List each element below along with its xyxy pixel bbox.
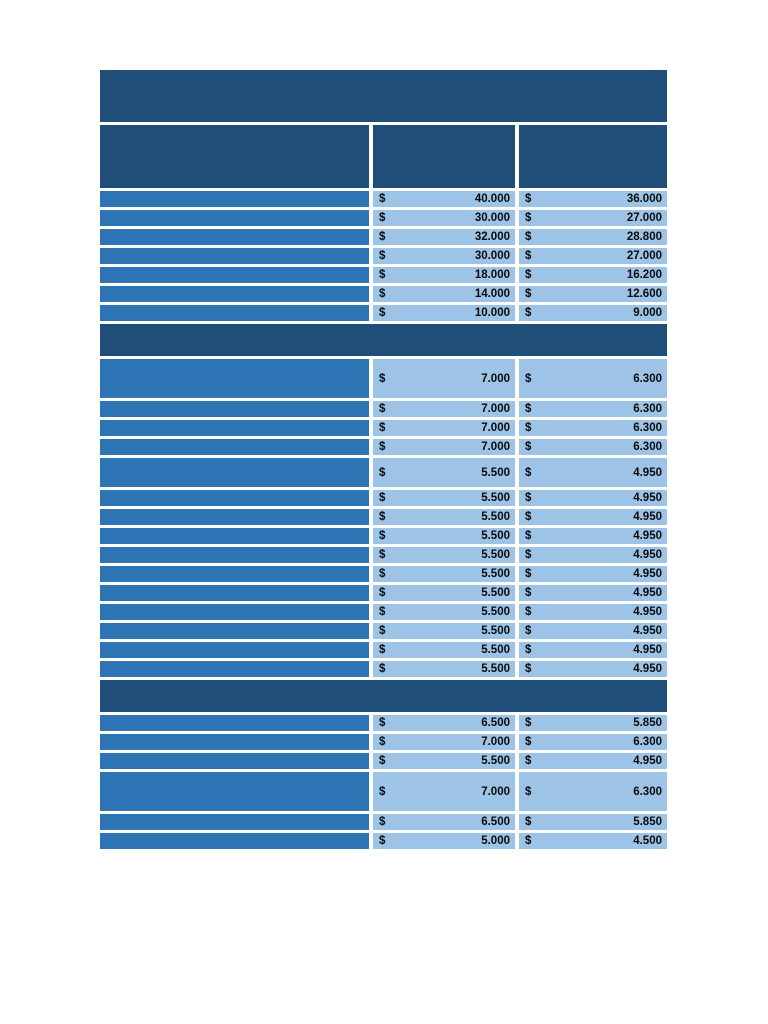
currency-symbol: $ bbox=[379, 587, 386, 599]
currency-symbol: $ bbox=[379, 212, 386, 224]
price-cell-a bbox=[373, 267, 515, 283]
table-row bbox=[100, 566, 667, 582]
price-value: 6.500 bbox=[481, 717, 510, 729]
currency-symbol: $ bbox=[379, 625, 386, 637]
price-value: 36.000 bbox=[626, 193, 662, 205]
table-row bbox=[100, 286, 667, 302]
currency-symbol: $ bbox=[379, 250, 386, 262]
price-value: 7.000 bbox=[481, 422, 510, 434]
price-value: 6.300 bbox=[633, 422, 662, 434]
table-row bbox=[100, 623, 667, 639]
currency-symbol: $ bbox=[525, 511, 532, 523]
table-row bbox=[100, 772, 667, 811]
column-header-row bbox=[100, 125, 667, 188]
table-row bbox=[100, 191, 667, 207]
price-cell-b bbox=[519, 248, 667, 264]
column-header-item bbox=[100, 125, 369, 188]
table-title-banner bbox=[100, 70, 667, 122]
table-row bbox=[100, 604, 667, 620]
price-cell-b bbox=[519, 753, 667, 769]
price-value: 4.950 bbox=[633, 644, 662, 656]
currency-symbol: $ bbox=[525, 231, 532, 243]
price-value: 4.500 bbox=[633, 835, 662, 847]
currency-symbol: $ bbox=[379, 492, 386, 504]
price-cell-a bbox=[373, 585, 515, 601]
currency-symbol: $ bbox=[379, 441, 386, 453]
row-label-cell bbox=[100, 604, 369, 620]
currency-symbol: $ bbox=[525, 403, 532, 415]
price-cell-a bbox=[373, 248, 515, 264]
currency-symbol: $ bbox=[525, 785, 532, 798]
price-cell-b bbox=[519, 359, 667, 398]
price-cell-a bbox=[373, 528, 515, 544]
currency-symbol: $ bbox=[525, 755, 532, 767]
row-label-cell bbox=[100, 439, 369, 455]
price-value: 7.000 bbox=[481, 372, 510, 385]
price-value: 27.000 bbox=[626, 212, 662, 224]
row-label-cell bbox=[100, 642, 369, 658]
currency-symbol: $ bbox=[525, 492, 532, 504]
price-value: 6.500 bbox=[481, 816, 510, 828]
price-value: 5.500 bbox=[481, 549, 510, 561]
price-value: 16.200 bbox=[626, 269, 662, 281]
price-value: 4.950 bbox=[633, 606, 662, 618]
price-cell-a bbox=[373, 229, 515, 245]
table-row bbox=[100, 833, 667, 849]
row-label-cell bbox=[100, 210, 369, 226]
price-cell-a bbox=[373, 191, 515, 207]
price-value: 6.300 bbox=[633, 372, 662, 385]
currency-symbol: $ bbox=[379, 193, 386, 205]
price-cell-a bbox=[373, 814, 515, 830]
price-value: 4.950 bbox=[633, 663, 662, 675]
price-value: 4.950 bbox=[633, 568, 662, 580]
price-cell-b bbox=[519, 401, 667, 417]
currency-symbol: $ bbox=[525, 625, 532, 637]
row-label-cell bbox=[100, 229, 369, 245]
row-label-cell bbox=[100, 490, 369, 506]
table-row bbox=[100, 359, 667, 398]
price-cell-a bbox=[373, 458, 515, 487]
price-cell-b bbox=[519, 833, 667, 849]
price-value: 7.000 bbox=[481, 441, 510, 453]
currency-symbol: $ bbox=[525, 269, 532, 281]
currency-symbol: $ bbox=[379, 663, 386, 675]
price-cell-a bbox=[373, 305, 515, 321]
price-cell-a bbox=[373, 439, 515, 455]
row-label-cell bbox=[100, 286, 369, 302]
row-label-cell bbox=[100, 833, 369, 849]
currency-symbol: $ bbox=[379, 372, 386, 385]
price-cell-a bbox=[373, 753, 515, 769]
price-cell-a bbox=[373, 286, 515, 302]
price-cell-a bbox=[373, 566, 515, 582]
currency-symbol: $ bbox=[525, 441, 532, 453]
price-value: 7.000 bbox=[481, 403, 510, 415]
price-cell-b bbox=[519, 715, 667, 731]
currency-symbol: $ bbox=[525, 549, 532, 561]
table-row bbox=[100, 734, 667, 750]
row-label-cell bbox=[100, 458, 369, 487]
price-cell-a bbox=[373, 661, 515, 677]
price-value: 9.000 bbox=[633, 307, 662, 319]
currency-symbol: $ bbox=[525, 835, 532, 847]
price-value: 30.000 bbox=[474, 250, 510, 262]
price-value: 5.500 bbox=[481, 663, 510, 675]
section-header-band bbox=[100, 324, 667, 356]
price-cell-b bbox=[519, 439, 667, 455]
price-value: 5.500 bbox=[481, 644, 510, 656]
price-cell-a bbox=[373, 401, 515, 417]
price-value: 4.950 bbox=[633, 587, 662, 599]
table-row bbox=[100, 305, 667, 321]
price-value: 5.500 bbox=[481, 530, 510, 542]
currency-symbol: $ bbox=[379, 466, 386, 479]
table-row bbox=[100, 661, 667, 677]
currency-symbol: $ bbox=[379, 231, 386, 243]
price-cell-b bbox=[519, 490, 667, 506]
price-cell-b bbox=[519, 585, 667, 601]
table-row bbox=[100, 585, 667, 601]
row-label-cell bbox=[100, 420, 369, 436]
currency-symbol: $ bbox=[379, 717, 386, 729]
price-value: 40.000 bbox=[474, 193, 510, 205]
currency-symbol: $ bbox=[525, 422, 532, 434]
table-row bbox=[100, 420, 667, 436]
price-cell-b bbox=[519, 229, 667, 245]
section-header-band bbox=[100, 680, 667, 712]
column-header-price-a bbox=[373, 125, 515, 188]
row-label-cell bbox=[100, 509, 369, 525]
price-cell-b bbox=[519, 642, 667, 658]
row-label-cell bbox=[100, 191, 369, 207]
price-value: 5.500 bbox=[481, 568, 510, 580]
currency-symbol: $ bbox=[525, 606, 532, 618]
price-cell-a bbox=[373, 490, 515, 506]
row-label-cell bbox=[100, 267, 369, 283]
currency-symbol: $ bbox=[379, 835, 386, 847]
price-value: 5.500 bbox=[481, 466, 510, 479]
currency-symbol: $ bbox=[525, 717, 532, 729]
row-label-cell bbox=[100, 753, 369, 769]
currency-symbol: $ bbox=[525, 466, 532, 479]
table-row bbox=[100, 753, 667, 769]
row-label-cell bbox=[100, 401, 369, 417]
price-cell-b bbox=[519, 814, 667, 830]
currency-symbol: $ bbox=[379, 644, 386, 656]
row-label-cell bbox=[100, 734, 369, 750]
table-row bbox=[100, 509, 667, 525]
price-value: 4.950 bbox=[633, 549, 662, 561]
price-value: 6.300 bbox=[633, 441, 662, 453]
table-row bbox=[100, 401, 667, 417]
price-value: 12.600 bbox=[626, 288, 662, 300]
currency-symbol: $ bbox=[379, 755, 386, 767]
price-value: 5.500 bbox=[481, 625, 510, 637]
price-cell-a bbox=[373, 772, 515, 811]
price-cell-b bbox=[519, 566, 667, 582]
price-cell-b bbox=[519, 623, 667, 639]
price-value: 4.950 bbox=[633, 625, 662, 637]
table-row bbox=[100, 528, 667, 544]
price-cell-b bbox=[519, 547, 667, 563]
row-label-cell bbox=[100, 772, 369, 811]
currency-symbol: $ bbox=[379, 785, 386, 798]
price-cell-b bbox=[519, 458, 667, 487]
table-row bbox=[100, 547, 667, 563]
price-value: 5.850 bbox=[633, 816, 662, 828]
price-cell-a bbox=[373, 604, 515, 620]
currency-symbol: $ bbox=[379, 288, 386, 300]
row-label-cell bbox=[100, 305, 369, 321]
table-row bbox=[100, 248, 667, 264]
currency-symbol: $ bbox=[525, 663, 532, 675]
currency-symbol: $ bbox=[379, 511, 386, 523]
currency-symbol: $ bbox=[525, 736, 532, 748]
column-header-price-b bbox=[519, 125, 667, 188]
price-value: 28.800 bbox=[626, 231, 662, 243]
table-row bbox=[100, 642, 667, 658]
currency-symbol: $ bbox=[525, 644, 532, 656]
table-row bbox=[100, 715, 667, 731]
currency-symbol: $ bbox=[525, 193, 532, 205]
price-cell-a bbox=[373, 547, 515, 563]
table-row bbox=[100, 814, 667, 830]
table-body bbox=[100, 191, 667, 849]
price-value: 5.000 bbox=[481, 835, 510, 847]
currency-symbol: $ bbox=[525, 530, 532, 542]
price-cell-b bbox=[519, 286, 667, 302]
table-row bbox=[100, 210, 667, 226]
price-value: 6.300 bbox=[633, 785, 662, 798]
currency-symbol: $ bbox=[379, 307, 386, 319]
price-value: 30.000 bbox=[474, 212, 510, 224]
price-value: 6.300 bbox=[633, 736, 662, 748]
price-cell-b bbox=[519, 734, 667, 750]
currency-symbol: $ bbox=[525, 307, 532, 319]
price-value: 5.850 bbox=[633, 717, 662, 729]
price-cell-b bbox=[519, 191, 667, 207]
price-cell-a bbox=[373, 734, 515, 750]
currency-symbol: $ bbox=[525, 288, 532, 300]
price-cell-a bbox=[373, 623, 515, 639]
row-label-cell bbox=[100, 566, 369, 582]
currency-symbol: $ bbox=[379, 549, 386, 561]
currency-symbol: $ bbox=[525, 250, 532, 262]
currency-symbol: $ bbox=[379, 568, 386, 580]
price-cell-a bbox=[373, 833, 515, 849]
price-table bbox=[100, 70, 667, 849]
table-row bbox=[100, 439, 667, 455]
price-value: 14.000 bbox=[474, 288, 510, 300]
row-label-cell bbox=[100, 585, 369, 601]
table-row bbox=[100, 229, 667, 245]
currency-symbol: $ bbox=[379, 269, 386, 281]
currency-symbol: $ bbox=[379, 606, 386, 618]
row-label-cell bbox=[100, 623, 369, 639]
price-value: 4.950 bbox=[633, 530, 662, 542]
price-cell-b bbox=[519, 305, 667, 321]
price-value: 18.000 bbox=[474, 269, 510, 281]
price-value: 32.000 bbox=[474, 231, 510, 243]
price-value: 5.500 bbox=[481, 755, 510, 767]
price-cell-b bbox=[519, 528, 667, 544]
row-label-cell bbox=[100, 528, 369, 544]
row-label-cell bbox=[100, 547, 369, 563]
table-row bbox=[100, 458, 667, 487]
row-label-cell bbox=[100, 661, 369, 677]
currency-symbol: $ bbox=[379, 422, 386, 434]
price-cell-a bbox=[373, 420, 515, 436]
price-value: 7.000 bbox=[481, 785, 510, 798]
row-label-cell bbox=[100, 814, 369, 830]
price-value: 4.950 bbox=[633, 755, 662, 767]
price-value: 5.500 bbox=[481, 492, 510, 504]
currency-symbol: $ bbox=[525, 816, 532, 828]
price-value: 10.000 bbox=[474, 307, 510, 319]
price-cell-b bbox=[519, 509, 667, 525]
currency-symbol: $ bbox=[379, 816, 386, 828]
price-cell-b bbox=[519, 420, 667, 436]
currency-symbol: $ bbox=[379, 736, 386, 748]
currency-symbol: $ bbox=[525, 372, 532, 385]
currency-symbol: $ bbox=[525, 568, 532, 580]
row-label-cell bbox=[100, 715, 369, 731]
price-cell-b bbox=[519, 772, 667, 811]
row-label-cell bbox=[100, 248, 369, 264]
price-value: 5.500 bbox=[481, 511, 510, 523]
table-row bbox=[100, 490, 667, 506]
currency-symbol: $ bbox=[379, 530, 386, 542]
price-value: 27.000 bbox=[626, 250, 662, 262]
price-value: 4.950 bbox=[633, 511, 662, 523]
currency-symbol: $ bbox=[379, 403, 386, 415]
price-cell-a bbox=[373, 359, 515, 398]
price-cell-b bbox=[519, 661, 667, 677]
price-value: 4.950 bbox=[633, 492, 662, 504]
table-row bbox=[100, 267, 667, 283]
price-value: 5.500 bbox=[481, 587, 510, 599]
price-value: 7.000 bbox=[481, 736, 510, 748]
price-cell-a bbox=[373, 210, 515, 226]
price-cell-a bbox=[373, 715, 515, 731]
price-value: 4.950 bbox=[633, 466, 662, 479]
price-cell-b bbox=[519, 210, 667, 226]
price-cell-a bbox=[373, 509, 515, 525]
currency-symbol: $ bbox=[525, 587, 532, 599]
price-cell-a bbox=[373, 642, 515, 658]
price-cell-b bbox=[519, 267, 667, 283]
price-value: 5.500 bbox=[481, 606, 510, 618]
price-value: 6.300 bbox=[633, 403, 662, 415]
currency-symbol: $ bbox=[525, 212, 532, 224]
price-cell-b bbox=[519, 604, 667, 620]
row-label-cell bbox=[100, 359, 369, 398]
